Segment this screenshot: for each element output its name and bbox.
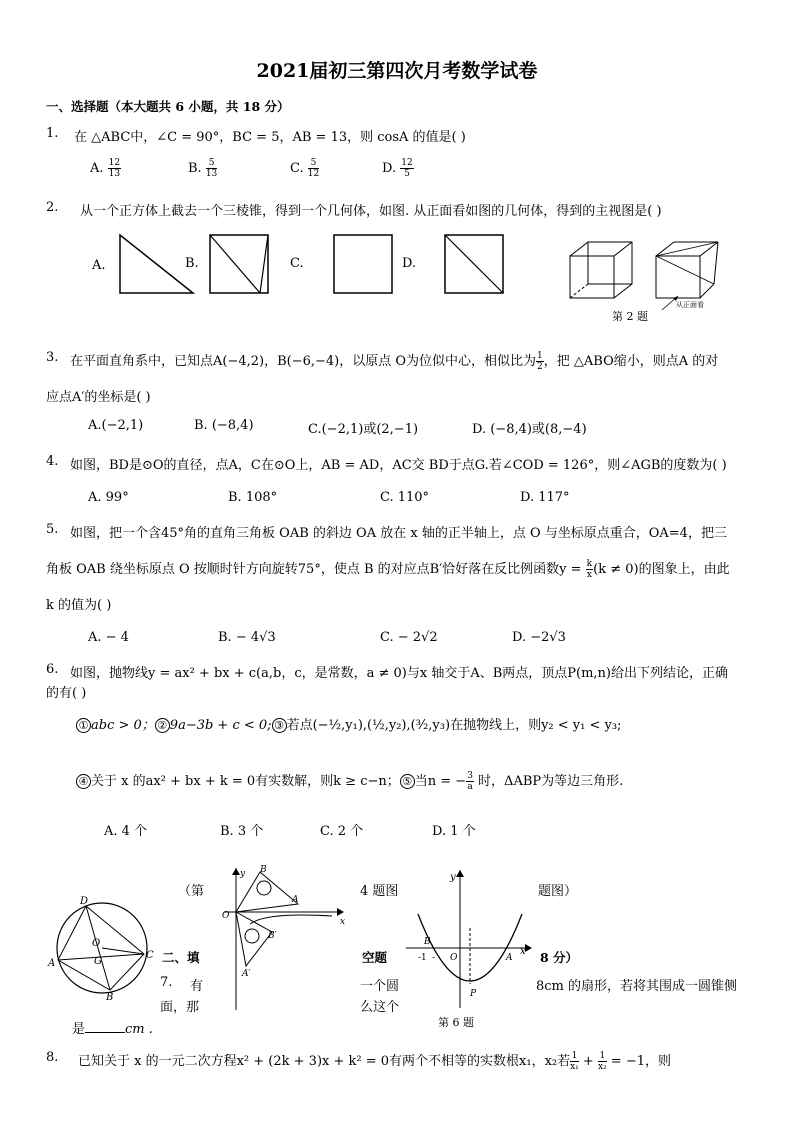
statement-2-marker: ② [155, 718, 170, 733]
q6-option-d: D. 1 个 [432, 824, 476, 839]
question-1-number: 1. [46, 126, 59, 141]
question-2-number: 2. [46, 200, 59, 215]
q7-fragment-left1: 有 [190, 979, 204, 994]
q4-circle-figure [44, 892, 164, 1002]
q6-option-a: A. 4 个 [104, 824, 148, 839]
svg-text:G: G [94, 956, 102, 967]
svg-text:O: O [222, 911, 230, 921]
question-5-line3: k 的值为( ) [46, 598, 112, 613]
q8-text-tail: = −1，则 [606, 1054, 671, 1069]
q5-option-c: C. − 2√2 [380, 630, 438, 645]
statement-2-text: 9a−3b + c < 0; [169, 718, 272, 733]
statement-5-denominator: a [467, 782, 473, 792]
statement-1-marker: ① [76, 718, 91, 733]
figure-caption-mid: 4 题图 [360, 884, 399, 899]
figure-caption-right: 题图） [538, 884, 578, 899]
q1-option-c-label: C. [290, 161, 304, 176]
question-6-line1: 如图，抛物线y = ax² + bx + c(a,b，c，是常数，a ≠ 0)与x 轴交于A、B两点，顶点P(m,n)给出下列结论，正确 [70, 666, 728, 681]
statement-3-suffix: 在抛物线上，则y₂ < y₁ < y₃; [450, 718, 622, 733]
q4-option-c: C. 110° [380, 490, 430, 505]
q4-option-d: D. 117° [520, 490, 570, 505]
statement-3-prefix: 若点 [286, 718, 313, 733]
question-6-number: 6. [46, 662, 59, 677]
q2-cube-figure [568, 240, 638, 300]
q2-option-c-label: C. [290, 256, 304, 271]
q6-parabola-figure [404, 868, 534, 1016]
q1-option-a [90, 158, 121, 179]
statement-5-marker: ⑤ [400, 774, 415, 789]
section-heading-fill-fragment: 二、填 [162, 950, 200, 965]
q6-option-b: B. 3 个 [220, 824, 264, 839]
q4-option-a: A. 99° [88, 490, 129, 505]
svg-text:B: B [260, 865, 267, 875]
section-heading-score: 8 分） [540, 950, 579, 965]
svg-text:B′: B′ [268, 931, 277, 941]
statement-4-text: 关于 x 的ax² + bx + k = 0有实数解，则k ≥ c−n； [91, 774, 400, 789]
q7-fragment-mid2: 么这个 [360, 1000, 400, 1015]
question-2-text: 从一个正方体上截去一个三棱锥，得到一个几何体，如图. 从正面看如图的几何体，得到的主视图是( ) [80, 204, 662, 219]
question-6-line2: 的有( ) [46, 686, 87, 701]
question-8-number: 8. [46, 1050, 59, 1065]
statement-4-marker: ④ [76, 774, 91, 789]
q3-ratio-numerator: 1 [537, 351, 543, 361]
svg-text:O: O [450, 953, 458, 963]
q2-option-a-figure [115, 233, 195, 295]
q7-fragment-right: 8cm 的扇形，若将其围成一圆锥侧 [536, 979, 738, 994]
question-5-line2 [46, 558, 730, 580]
question-1-text: 在 △ABC中，∠C = 90°，BC = 5，AB = 13，则 cosA 的值是( ) [74, 130, 466, 145]
q1-d-numerator: 12 [401, 158, 413, 168]
q7-answer-unit: cm . [125, 1022, 153, 1037]
question-3-line1 [70, 350, 718, 372]
q2-option-d-label: D. [402, 256, 417, 271]
statement-3-point2: (½,y₂) [367, 718, 407, 733]
statement-5-numerator: 3 [467, 771, 473, 781]
q1-option-b [188, 158, 217, 179]
svg-text:x: x [340, 917, 346, 927]
q2-option-b-label: B. [185, 256, 199, 271]
q2-front-view-label: 从正面看 [676, 301, 704, 309]
figure-caption-left: （第 [178, 884, 205, 899]
svg-text:D: D [80, 896, 89, 907]
q1-option-c [290, 158, 319, 179]
q7-answer-line [72, 1018, 153, 1037]
question-8-text: 已知关于 x 的一元二次方程x² + (2k + 3)x + k² = 0有两个不相等的实数根x₁，x₂若 $\frac{1}{\text{x₁}}$ + $\frac{1}{\text{x₂}}$ = −1，则 [78, 1051, 671, 1072]
question-3-number: 3. [46, 350, 59, 365]
q5-rotation-figure [220, 866, 350, 1012]
q6-option-c: C. 2 个 [320, 824, 364, 839]
section-heading-fill-right: 空题 [362, 950, 388, 965]
q5-k-denominator: x [586, 570, 592, 580]
statement-3-marker: ③ [272, 718, 287, 733]
svg-text:P: P [470, 989, 477, 999]
q3-ratio-denominator: 2 [537, 362, 543, 372]
q1-a-numerator: 12 [108, 158, 121, 168]
svg-text:y: y [240, 869, 246, 879]
question-7-number: 7. [160, 975, 173, 990]
svg-text:x: x [520, 946, 526, 957]
q2-figure-caption: 第 2 题 [612, 310, 648, 323]
q1-c-numerator: 5 [308, 158, 319, 169]
q5-line2-text: 角板 OAB 绕坐标原点 O 按顺时针方向旋转75°，使点 B 的对应点B′恰好落在反比例函数y = [46, 562, 586, 577]
q1-c-denominator: 12 [307, 169, 320, 179]
svg-text:y: y [450, 872, 456, 883]
svg-text:A: A [48, 958, 56, 969]
q3-option-d: D. (−8,4)或(8,−4) [472, 422, 587, 437]
statement-3-point3: (³⁄₂,y₃) [410, 718, 451, 733]
question-5-number: 5. [46, 522, 59, 537]
q1-a-denominator: 13 [108, 169, 121, 179]
q1-option-d-label: D. [382, 161, 397, 176]
q6-statements-row2 [76, 770, 623, 792]
q5-k-numerator: k [586, 559, 593, 569]
section-heading-choice: 一、选择题（本大题共 6 小题，共 18 分） [46, 99, 290, 114]
q2-option-a-label: A. [92, 258, 106, 273]
svg-text:-: - [432, 953, 436, 963]
q1-d-denominator: 5 [404, 169, 410, 179]
svg-text:C: C [146, 950, 154, 961]
q3-line1-text: 在平面直角系中，已知点A(−4,2)，B(−6,−4)，以原点 O为位似中心，相似比为 [70, 354, 537, 369]
q1-option-d [382, 158, 414, 179]
q1-b-numerator: 5 [206, 158, 217, 169]
q5-line2-tail: (k ≠ 0)的图象上，由此 [593, 562, 730, 577]
q3-line1-tail: ，把 △ABO缩小，则点A 的对 [543, 354, 719, 369]
statement-5-suffix: 时，ΔABP为等边三角形. [473, 774, 624, 789]
q6-statements-row1: ① abc > 0； ② 9a−3b + c < 0; ③ 若点(−½,y₁),(½,y₂),(³⁄₂,y₃)在抛物线上，则y₂ < y₁ < y₃; [76, 714, 621, 733]
question-3-line2: 应点A′的坐标是( ) [46, 390, 151, 405]
q6-figure-caption: 第 6 题 [438, 1016, 474, 1029]
statement-1-text: abc > 0； [91, 718, 155, 733]
q1-option-b-label: B. [188, 161, 202, 176]
svg-text:A: A [292, 895, 299, 905]
svg-text:A: A [506, 953, 513, 963]
svg-text:B: B [106, 992, 114, 1003]
q5-option-a: A. − 4 [88, 630, 129, 645]
q4-option-b: B. 108° [228, 490, 278, 505]
page-title: 2021届初三第四次月考数学试卷 [256, 60, 538, 82]
q2-option-b-figure [208, 233, 272, 295]
svg-text:B: B [424, 937, 431, 947]
svg-text:A′: A′ [242, 969, 251, 979]
q7-answer-prefix: 是 [72, 1022, 86, 1037]
q7-fragment-left2: 面，那 [160, 1000, 200, 1015]
q7-fragment-mid1: 一个圆 [360, 979, 400, 994]
statement-3-point1: (−½,y₁) [312, 718, 363, 733]
q2-option-c-figure [332, 233, 396, 295]
question-4-text: 如图，BD是⊙O的直径，点A，C在⊙O上，AB = AD，AC交 BD于点G.若∠COD = 126°，则∠AGB的度数为( ) [70, 458, 727, 473]
question-5-line1: 如图，把一个含45°角的直角三角板 OAB 的斜边 OA 放在 x 轴的正半轴上，点 O 与坐标原点重合，OA=4，把三 [70, 526, 727, 541]
q3-option-b: B. (−8,4) [194, 418, 254, 433]
question-4-number: 4. [46, 454, 59, 469]
svg-text:O: O [92, 938, 101, 949]
q3-option-a: A.(−2,1) [88, 418, 144, 433]
q5-option-d: D. −2√3 [512, 630, 566, 645]
svg-text:-1: -1 [418, 953, 427, 963]
q5-option-b: B. − 4√3 [218, 630, 276, 645]
statement-5-prefix: 当n = − [414, 774, 467, 789]
q3-option-c: C.(−2,1)或(2,−1) [308, 422, 419, 437]
q2-option-d-figure [443, 233, 507, 295]
q1-option-a-label: A. [90, 161, 104, 176]
q8-text-main: 已知关于 x 的一元二次方程x² + (2k + 3)x + k² = 0有两个不相等的实数根x₁，x₂若 [78, 1054, 571, 1069]
q1-b-denominator: 13 [205, 169, 218, 179]
q7-answer-blank[interactable] [85, 1032, 125, 1033]
